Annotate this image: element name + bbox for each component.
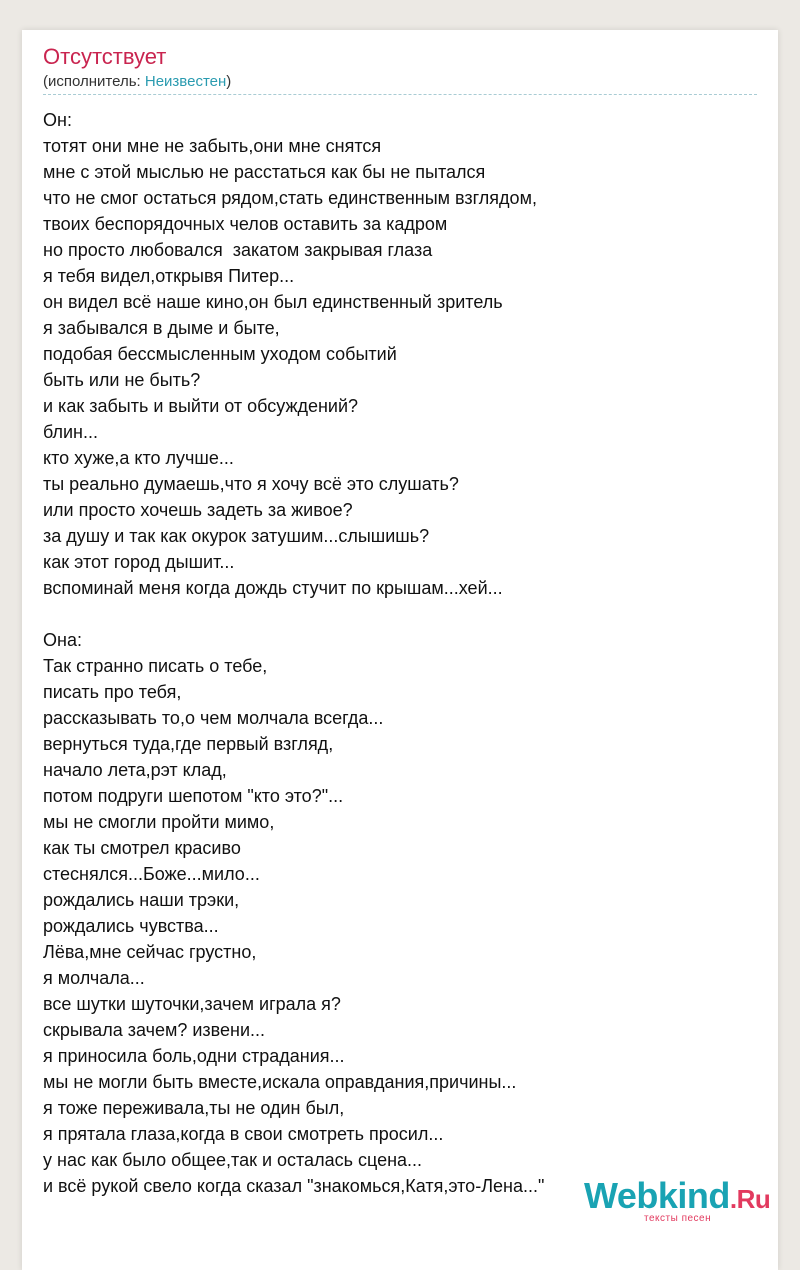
lyric-line: быть или не быть? xyxy=(43,370,201,390)
lyric-line: потом подруги шепотом "кто это?"... xyxy=(43,786,344,806)
lyric-line: писать про тебя, xyxy=(43,682,182,702)
lyric-line: скрывала зачем? извени... xyxy=(43,1020,266,1040)
lyric-line: что не смог остаться рядом,стать единственным взглядом, xyxy=(43,188,537,208)
song-title: Отсутствует xyxy=(43,44,167,69)
lyric-line: я забывался в дыме и быте, xyxy=(43,318,280,338)
lyric-line: вспоминай меня когда дождь стучит по крышам...хей... xyxy=(43,578,503,598)
lyric-line: рождались чувства... xyxy=(43,916,219,936)
lyric-line: или просто хочешь задеть за живое? xyxy=(43,500,353,520)
lyric-line: я тоже переживала,ты не один был, xyxy=(43,1098,345,1118)
lyric-line: подобая бессмысленным уходом событий xyxy=(43,344,397,364)
lyric-line: твоих беспорядочных челов оставить за кадром xyxy=(43,214,448,234)
lyric-line: рассказывать то,о чем молчала всегда... xyxy=(43,708,384,728)
lyric-line: за душу и так как окурок затушим...слышишь? xyxy=(43,526,430,546)
lyric-line: я приносила боль,одни страдания... xyxy=(43,1046,345,1066)
artist-prefix: (исполнитель: xyxy=(43,73,145,90)
site-logo[interactable] xyxy=(584,1176,784,1226)
lyric-line: мы не смогли пройти мимо, xyxy=(43,812,275,832)
lyric-line: ты реально думаешь,что я хочу всё это слушать? xyxy=(43,474,459,494)
lyric-line: я молчала... xyxy=(43,968,145,988)
lyric-line: Лёва,мне сейчас грустно, xyxy=(43,942,257,962)
lyric-line: рождались наши трэки, xyxy=(43,890,240,910)
logo-tagline: тексты песен xyxy=(644,1213,712,1224)
logo-tld: .Ru xyxy=(729,1184,771,1214)
lyric-line: блин... xyxy=(43,422,99,442)
lyric-line: Так странно писать о тебе, xyxy=(43,656,268,676)
lyric-line: тотят они мне не забыть,они мне снятся xyxy=(43,136,382,156)
lyric-line xyxy=(43,601,763,627)
lyric-line: как ты смотрел красиво xyxy=(43,838,241,858)
lyric-line: вернуться туда,где первый взгляд, xyxy=(43,734,334,754)
lyric-line: Она: xyxy=(43,630,82,650)
artist-suffix: ) xyxy=(226,73,232,90)
lyric-line: но просто любовался закатом закрывая глаза xyxy=(43,240,433,260)
lyric-line: я тебя видел,открывя Питер... xyxy=(43,266,295,286)
artist-link[interactable]: Неизвестен xyxy=(144,73,227,90)
lyric-line: мне с этой мыслью не расстаться как бы не пытался xyxy=(43,162,486,182)
lyric-line: он видел всё наше кино,он был единственный зритель xyxy=(43,292,503,312)
lyric-line: как этот город дышит... xyxy=(43,552,235,572)
lyric-line: Он: xyxy=(43,110,72,130)
lyric-line: у нас как было общее,так и осталась сцена... xyxy=(43,1150,423,1170)
lyric-line: начало лета,рэт клад, xyxy=(43,760,227,780)
artist-line xyxy=(43,73,231,91)
lyric-line: мы не могли быть вместе,искала оправдания,причины... xyxy=(43,1072,517,1092)
lyric-line: и как забыть и выйти от обсуждений? xyxy=(43,396,359,416)
logo-name: Webkind xyxy=(584,1175,730,1216)
lyric-line: стеснялся...Боже...мило... xyxy=(43,864,260,884)
lyric-line: кто хуже,а кто лучше... xyxy=(43,448,234,468)
header-divider xyxy=(43,94,757,95)
lyric-line: все шутки шуточки,зачем играла я? xyxy=(43,994,341,1014)
lyric-line: и всё рукой свело когда сказал "знакомься,Катя,это-Лена..." xyxy=(43,1176,545,1196)
lyrics-text xyxy=(43,107,763,1199)
lyric-line: я прятала глаза,когда в свои смотреть просил... xyxy=(43,1124,444,1144)
